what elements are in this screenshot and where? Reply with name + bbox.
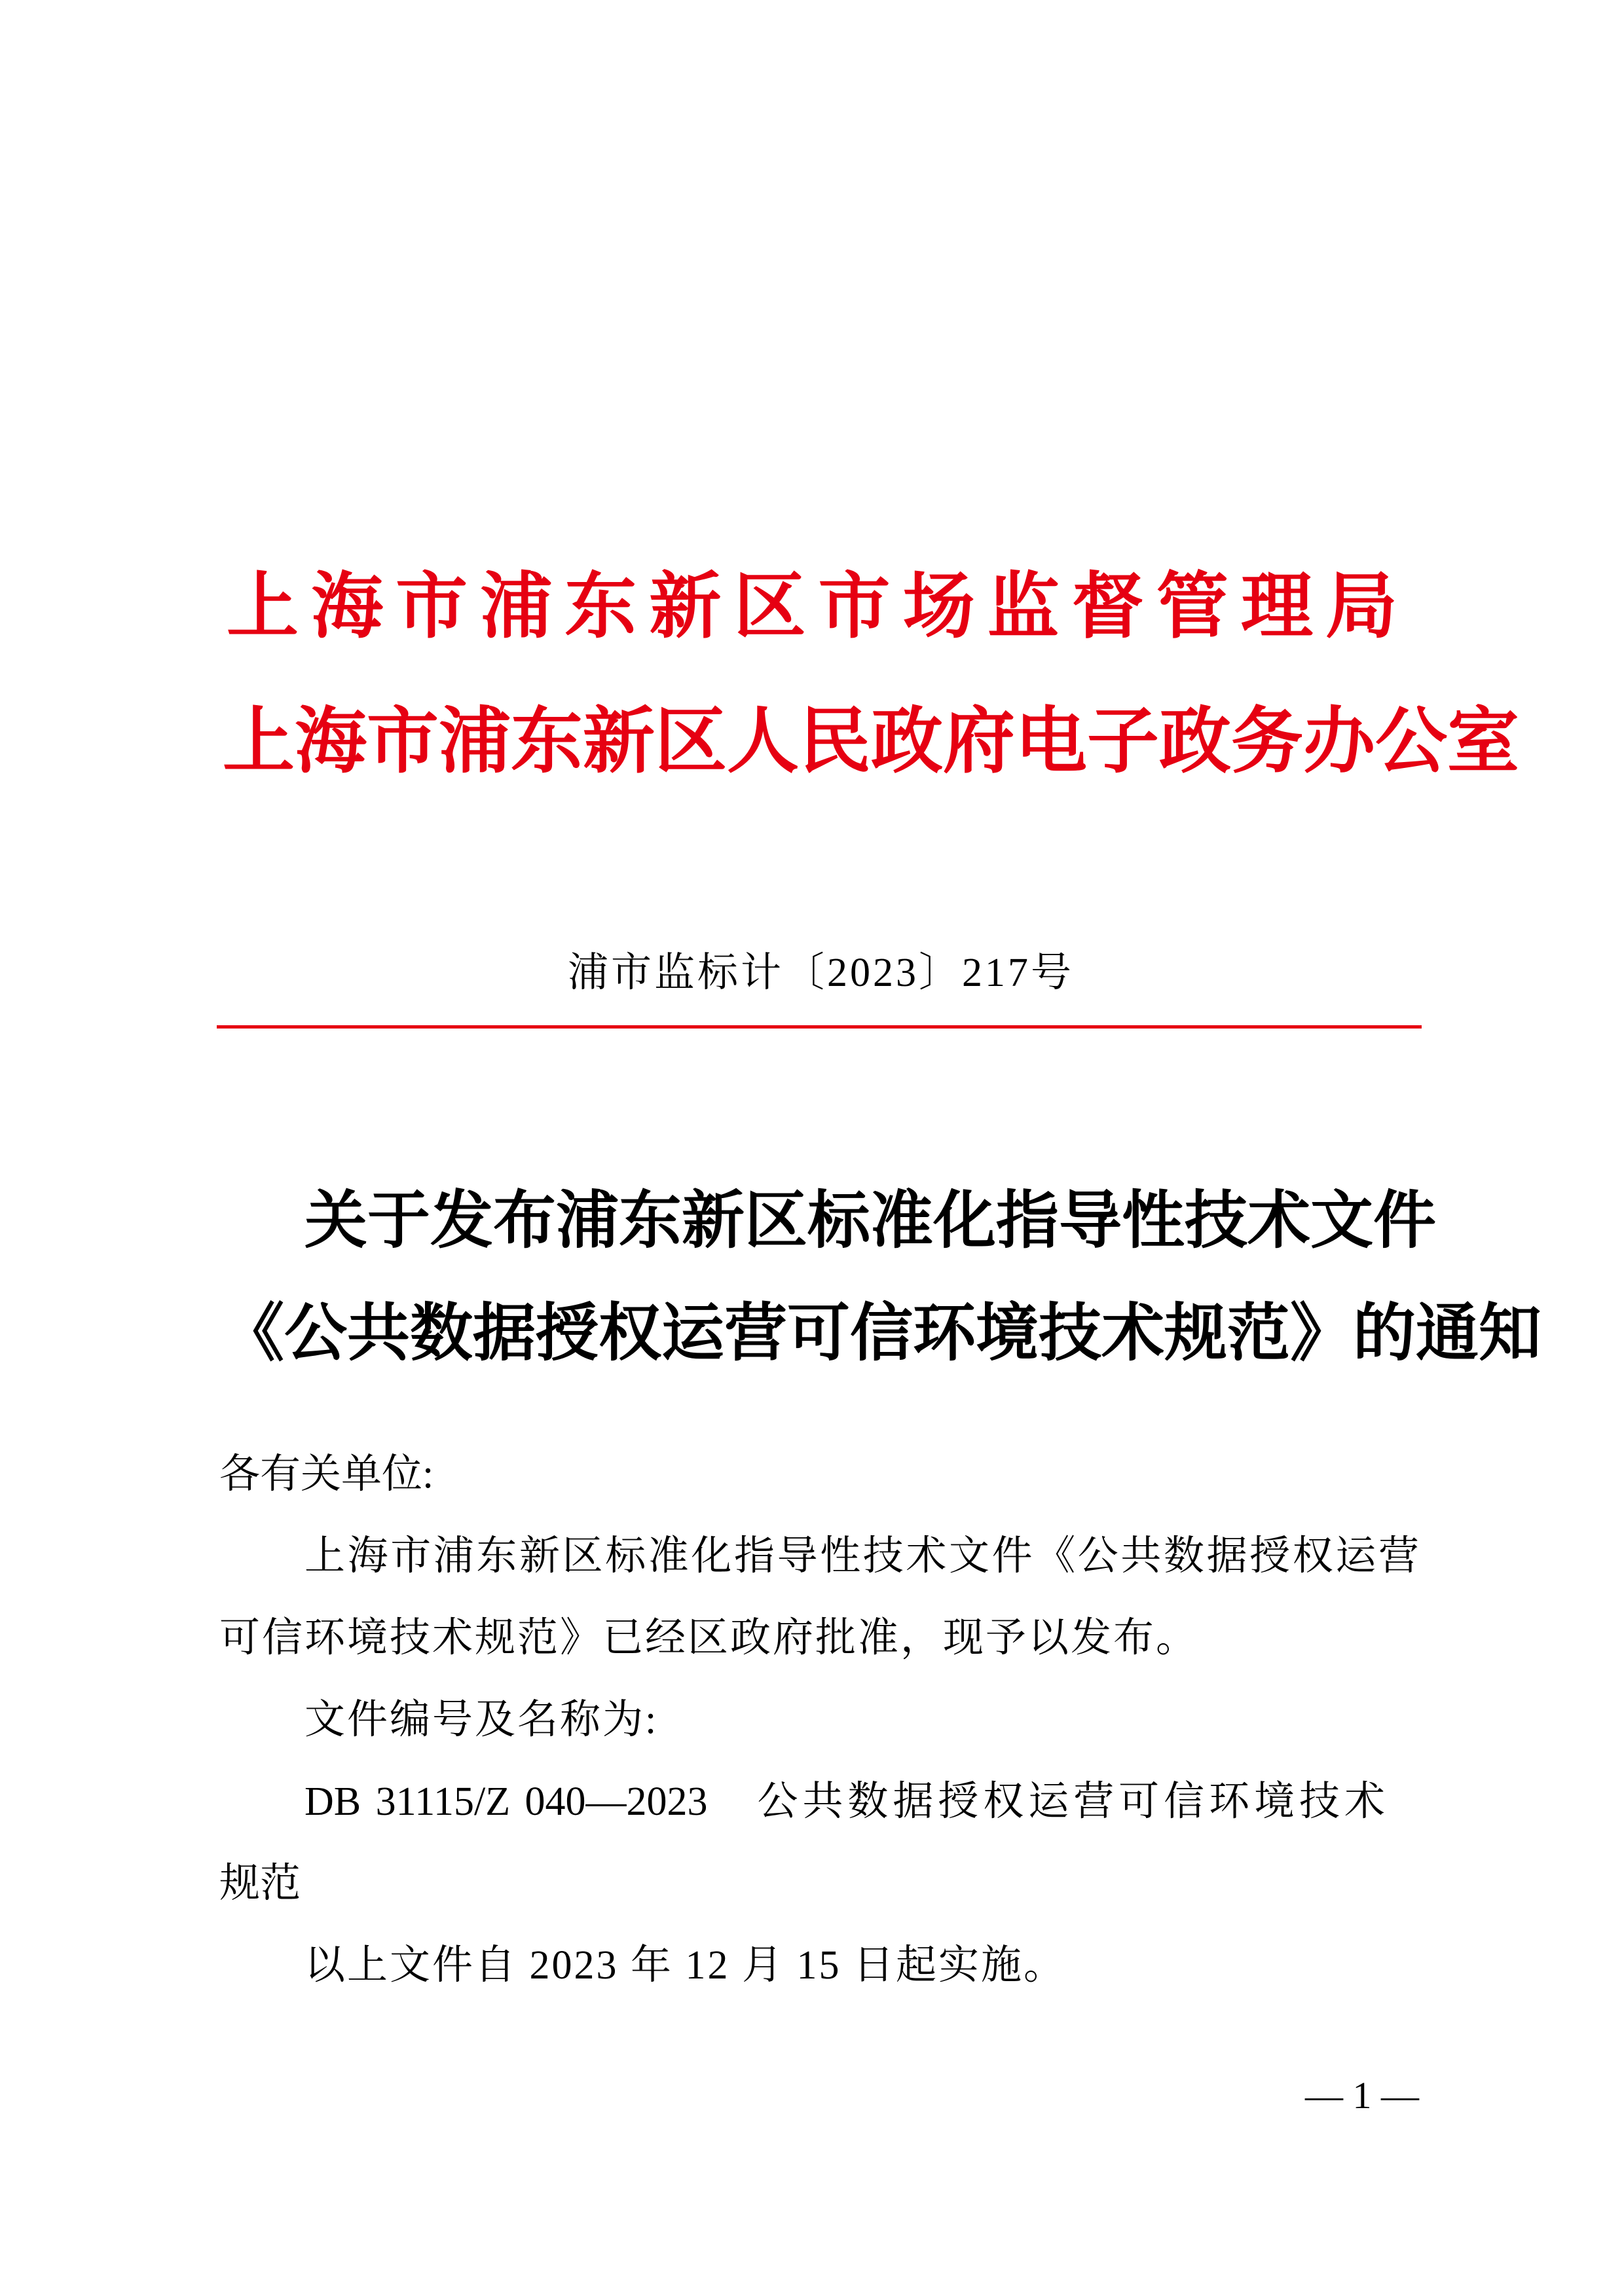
red-divider bbox=[217, 1025, 1422, 1029]
issuer-line-2: 上海市浦东新区人民政府电子政务办公室 bbox=[223, 702, 1519, 782]
salutation: 各有关单位: bbox=[219, 1452, 434, 1497]
body-line: 文件编号及名称为: bbox=[304, 1698, 659, 1742]
body-line: DB 31115/Z 040—2023 公共数据授权运营可信环境技术 bbox=[304, 1779, 1385, 1824]
document-number: 浦市监标计〔2023〕217号 bbox=[568, 951, 1075, 995]
body-line: 上海市浦东新区标准化指导性技术文件《公共数据授权运营 bbox=[304, 1534, 1419, 1578]
body-line: 规范 bbox=[219, 1861, 301, 1906]
issuer-line-1: 上海市浦东新区市场监督管理局 bbox=[227, 567, 1397, 647]
page-number: — 1 — bbox=[1305, 2074, 1419, 2117]
title-line-2: 《公共数据授权运营可信环境技术规范》的通知 bbox=[221, 1298, 1541, 1368]
body-line: 可信环境技术规范》已经区政府批准，现予以发布。 bbox=[219, 1616, 1199, 1660]
title-line-1: 关于发布浦东新区标准化指导性技术文件 bbox=[304, 1186, 1436, 1256]
body-line: 以上文件自 2023 年 12 月 15 日起实施。 bbox=[304, 1943, 1067, 1988]
